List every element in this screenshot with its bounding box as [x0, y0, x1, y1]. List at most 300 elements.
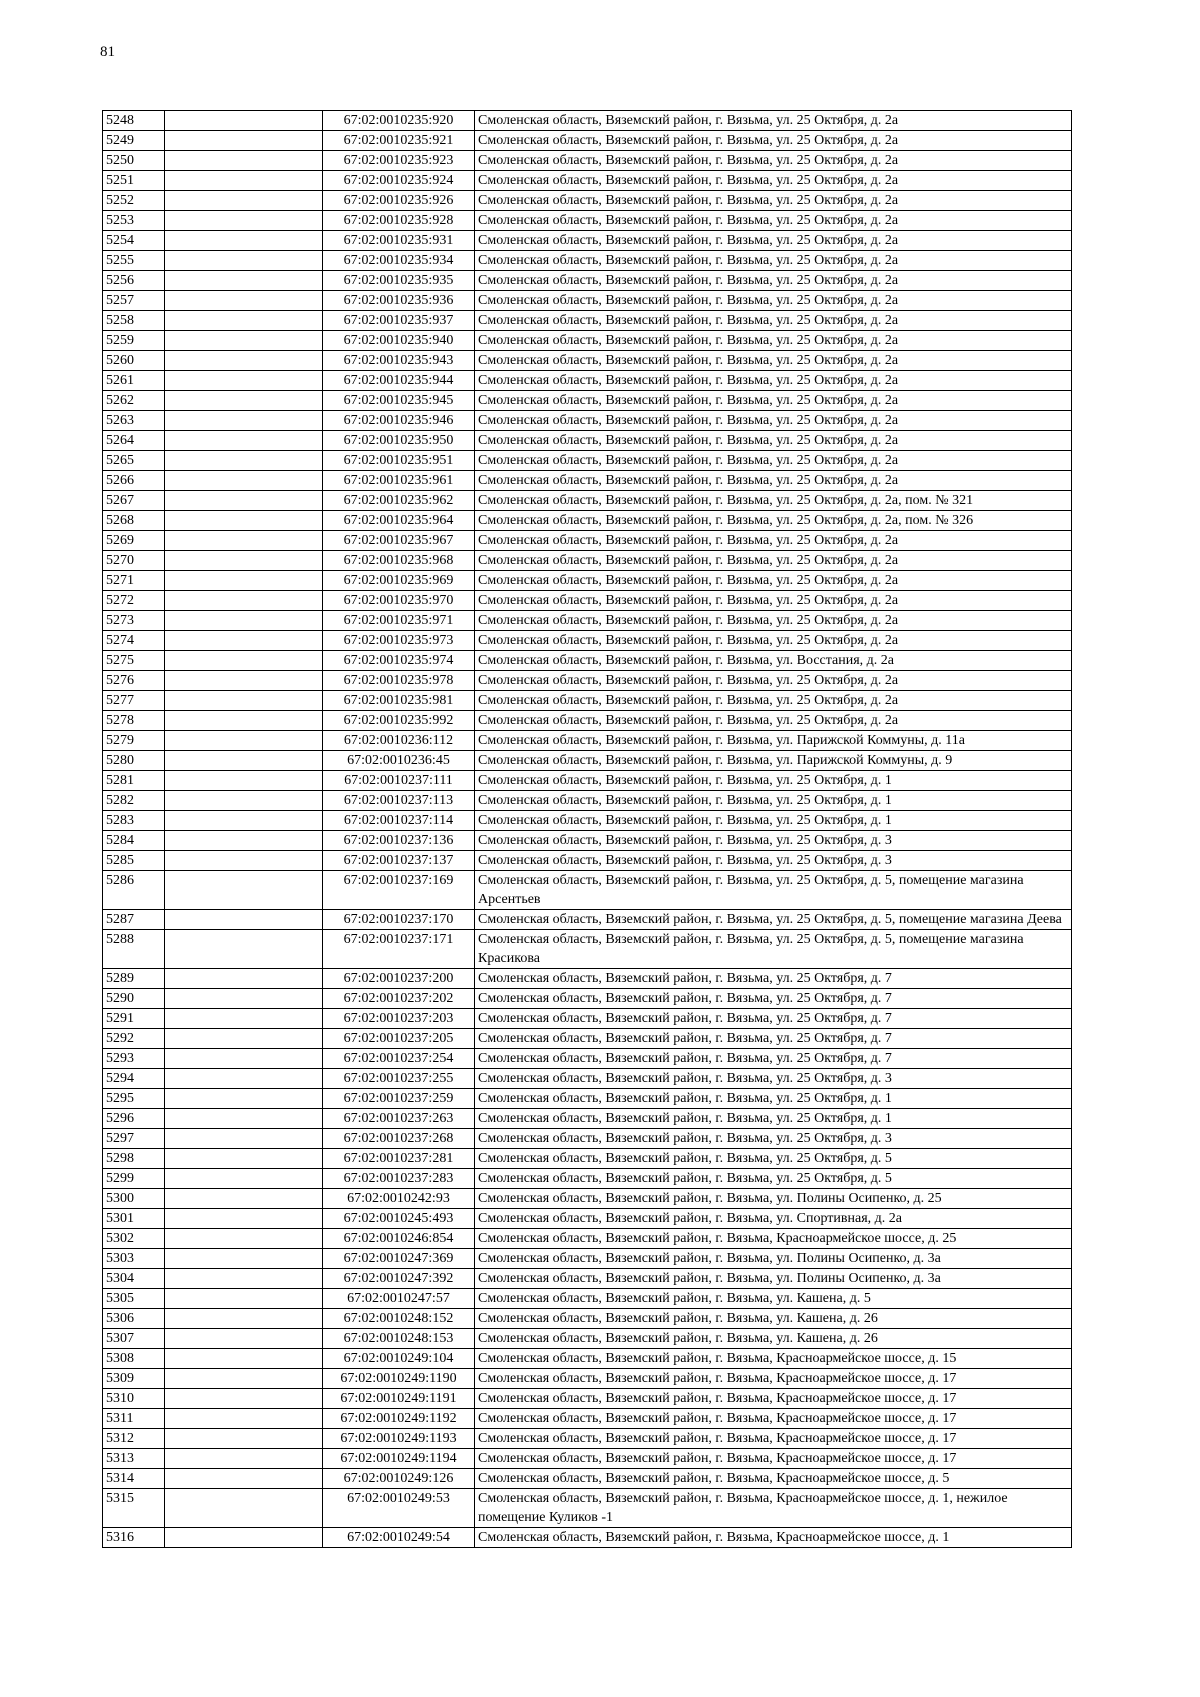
empty-cell — [165, 571, 323, 591]
address-cell: Смоленская область, Вяземский район, г. Вязьма, Красноармейское шоссе, д. 17 — [475, 1429, 1072, 1449]
empty-cell — [165, 231, 323, 251]
row-number-cell: 5253 — [103, 211, 165, 231]
address-cell: Смоленская область, Вяземский район, г. Вязьма, ул. 25 Октября, д. 3 — [475, 1129, 1072, 1149]
cadastral-number-cell: 67:02:0010235:935 — [323, 271, 475, 291]
empty-cell — [165, 1009, 323, 1029]
empty-cell — [165, 671, 323, 691]
cadastral-number-cell: 67:02:0010249:53 — [323, 1489, 475, 1528]
table-row — [103, 1429, 1072, 1449]
table-row — [103, 969, 1072, 989]
table-row — [103, 1528, 1072, 1548]
table-row — [103, 1249, 1072, 1269]
table-row — [103, 1309, 1072, 1329]
row-number-cell: 5295 — [103, 1089, 165, 1109]
empty-cell — [165, 1209, 323, 1229]
cadastral-number-cell: 67:02:0010235:920 — [323, 111, 475, 131]
cadastral-number-cell: 67:02:0010235:981 — [323, 691, 475, 711]
row-number-cell: 5288 — [103, 930, 165, 969]
address-cell: Смоленская область, Вяземский район, г. Вязьма, ул. 25 Октября, д. 2а — [475, 191, 1072, 211]
table-row — [103, 571, 1072, 591]
cadastral-number-cell: 67:02:0010247:369 — [323, 1249, 475, 1269]
table-row — [103, 691, 1072, 711]
cadastral-number-cell: 67:02:0010237:259 — [323, 1089, 475, 1109]
table-row — [103, 910, 1072, 930]
row-number-cell: 5284 — [103, 831, 165, 851]
empty-cell — [165, 1329, 323, 1349]
address-cell: Смоленская область, Вяземский район, г. Вязьма, ул. Полины Осипенко, д. 3а — [475, 1269, 1072, 1289]
empty-cell — [165, 1069, 323, 1089]
address-cell: Смоленская область, Вяземский район, г. Вязьма, ул. Парижской Коммуны, д. 11а — [475, 731, 1072, 751]
cadastral-number-cell: 67:02:0010237:114 — [323, 811, 475, 831]
row-number-cell: 5250 — [103, 151, 165, 171]
cadastral-number-cell: 67:02:0010235:926 — [323, 191, 475, 211]
cadastral-number-cell: 67:02:0010235:943 — [323, 351, 475, 371]
cadastral-number-cell: 67:02:0010235:944 — [323, 371, 475, 391]
cadastral-number-cell: 67:02:0010249:54 — [323, 1528, 475, 1548]
row-number-cell: 5283 — [103, 811, 165, 831]
table-row — [103, 131, 1072, 151]
row-number-cell: 5266 — [103, 471, 165, 491]
address-cell: Смоленская область, Вяземский район, г. Вязьма, Красноармейское шоссе, д. 17 — [475, 1369, 1072, 1389]
address-cell: Смоленская область, Вяземский район, г. Вязьма, ул. 25 Октября, д. 2а, пом. № 321 — [475, 491, 1072, 511]
cadastral-number-cell: 67:02:0010235:978 — [323, 671, 475, 691]
address-cell: Смоленская область, Вяземский район, г. Вязьма, ул. 25 Октября, д. 1 — [475, 811, 1072, 831]
cadastral-number-cell: 67:02:0010235:971 — [323, 611, 475, 631]
empty-cell — [165, 751, 323, 771]
cadastral-number-cell: 67:02:0010237:254 — [323, 1049, 475, 1069]
address-cell: Смоленская область, Вяземский район, г. Вязьма, ул. Кашена, д. 26 — [475, 1309, 1072, 1329]
cadastral-number-cell: 67:02:0010236:45 — [323, 751, 475, 771]
table-row — [103, 1209, 1072, 1229]
row-number-cell: 5252 — [103, 191, 165, 211]
address-cell: Смоленская область, Вяземский район, г. Вязьма, ул. 25 Октября, д. 2а — [475, 711, 1072, 731]
cadastral-number-cell: 67:02:0010249:104 — [323, 1349, 475, 1369]
empty-cell — [165, 989, 323, 1009]
table-row — [103, 1449, 1072, 1469]
empty-cell — [165, 1349, 323, 1369]
empty-cell — [165, 1409, 323, 1429]
empty-cell — [165, 591, 323, 611]
empty-cell — [165, 771, 323, 791]
cadastral-number-cell: 67:02:0010235:970 — [323, 591, 475, 611]
address-cell: Смоленская область, Вяземский район, г. Вязьма, ул. Парижской Коммуны, д. 9 — [475, 751, 1072, 771]
empty-cell — [165, 191, 323, 211]
row-number-cell: 5298 — [103, 1149, 165, 1169]
empty-cell — [165, 1089, 323, 1109]
address-cell: Смоленская область, Вяземский район, г. Вязьма, Красноармейское шоссе, д. 15 — [475, 1349, 1072, 1369]
cadastral-number-cell: 67:02:0010237:111 — [323, 771, 475, 791]
address-cell: Смоленская область, Вяземский район, г. Вязьма, Красноармейское шоссе, д. 25 — [475, 1229, 1072, 1249]
table-row — [103, 771, 1072, 791]
empty-cell — [165, 1309, 323, 1329]
cadastral-number-cell: 67:02:0010235:946 — [323, 411, 475, 431]
table-row — [103, 211, 1072, 231]
table-row — [103, 1469, 1072, 1489]
empty-cell — [165, 411, 323, 431]
address-cell: Смоленская область, Вяземский район, г. Вязьма, ул. 25 Октября, д. 7 — [475, 989, 1072, 1009]
empty-cell — [165, 111, 323, 131]
row-number-cell: 5313 — [103, 1449, 165, 1469]
address-cell: Смоленская область, Вяземский район, г. Вязьма, ул. 25 Октября, д. 2а — [475, 411, 1072, 431]
row-number-cell: 5315 — [103, 1489, 165, 1528]
row-number-cell: 5265 — [103, 451, 165, 471]
table-row — [103, 851, 1072, 871]
cadastral-number-cell: 67:02:0010237:263 — [323, 1109, 475, 1129]
address-cell: Смоленская область, Вяземский район, г. Вязьма, Красноармейское шоссе, д. 17 — [475, 1449, 1072, 1469]
row-number-cell: 5301 — [103, 1209, 165, 1229]
address-cell: Смоленская область, Вяземский район, г. Вязьма, ул. Кашена, д. 26 — [475, 1329, 1072, 1349]
row-number-cell: 5311 — [103, 1409, 165, 1429]
row-number-cell: 5308 — [103, 1349, 165, 1369]
address-cell: Смоленская область, Вяземский район, г. Вязьма, ул. Полины Осипенко, д. 3а — [475, 1249, 1072, 1269]
address-cell: Смоленская область, Вяземский район, г. Вязьма, ул. 25 Октября, д. 1 — [475, 791, 1072, 811]
cadastral-number-cell: 67:02:0010237:281 — [323, 1149, 475, 1169]
cadastral-number-cell: 67:02:0010237:205 — [323, 1029, 475, 1049]
row-number-cell: 5303 — [103, 1249, 165, 1269]
address-cell: Смоленская область, Вяземский район, г. Вязьма, ул. 25 Октября, д. 2а — [475, 431, 1072, 451]
empty-cell — [165, 371, 323, 391]
table-row — [103, 291, 1072, 311]
empty-cell — [165, 1369, 323, 1389]
table-row — [103, 1029, 1072, 1049]
cadastral-number-cell: 67:02:0010237:113 — [323, 791, 475, 811]
table-row — [103, 1269, 1072, 1289]
cadastral-number-cell: 67:02:0010249:1190 — [323, 1369, 475, 1389]
address-cell: Смоленская область, Вяземский район, г. Вязьма, Красноармейское шоссе, д. 17 — [475, 1409, 1072, 1429]
empty-cell — [165, 1169, 323, 1189]
empty-cell — [165, 811, 323, 831]
empty-cell — [165, 691, 323, 711]
row-number-cell: 5316 — [103, 1528, 165, 1548]
address-cell: Смоленская область, Вяземский район, г. Вязьма, ул. Кашена, д. 5 — [475, 1289, 1072, 1309]
row-number-cell: 5309 — [103, 1369, 165, 1389]
row-number-cell: 5302 — [103, 1229, 165, 1249]
row-number-cell: 5294 — [103, 1069, 165, 1089]
empty-cell — [165, 831, 323, 851]
empty-cell — [165, 611, 323, 631]
row-number-cell: 5282 — [103, 791, 165, 811]
address-cell: Смоленская область, Вяземский район, г. Вязьма, ул. 25 Октября, д. 2а — [475, 151, 1072, 171]
address-cell: Смоленская область, Вяземский район, г. Вязьма, ул. 25 Октября, д. 2а — [475, 671, 1072, 691]
empty-cell — [165, 731, 323, 751]
cadastral-number-cell: 67:02:0010237:169 — [323, 871, 475, 910]
row-number-cell: 5262 — [103, 391, 165, 411]
row-number-cell: 5297 — [103, 1129, 165, 1149]
empty-cell — [165, 631, 323, 651]
address-cell: Смоленская область, Вяземский район, г. Вязьма, ул. 25 Октября, д. 1 — [475, 1109, 1072, 1129]
address-cell: Смоленская область, Вяземский район, г. Вязьма, ул. Спортивная, д. 2а — [475, 1209, 1072, 1229]
table-row — [103, 331, 1072, 351]
row-number-cell: 5263 — [103, 411, 165, 431]
address-cell: Смоленская область, Вяземский район, г. Вязьма, Красноармейское шоссе, д. 5 — [475, 1469, 1072, 1489]
address-cell: Смоленская область, Вяземский район, г. Вязьма, ул. 25 Октября, д. 2а — [475, 251, 1072, 271]
row-number-cell: 5310 — [103, 1389, 165, 1409]
row-number-cell: 5275 — [103, 651, 165, 671]
address-cell: Смоленская область, Вяземский район, г. Вязьма, ул. 25 Октября, д. 2а — [475, 131, 1072, 151]
cadastral-number-cell: 67:02:0010235:940 — [323, 331, 475, 351]
empty-cell — [165, 551, 323, 571]
row-number-cell: 5312 — [103, 1429, 165, 1449]
empty-cell — [165, 1149, 323, 1169]
table-row — [103, 351, 1072, 371]
address-cell: Смоленская область, Вяземский район, г. Вязьма, ул. 25 Октября, д. 3 — [475, 851, 1072, 871]
table-row — [103, 531, 1072, 551]
empty-cell — [165, 1469, 323, 1489]
empty-cell — [165, 1269, 323, 1289]
table-row — [103, 1089, 1072, 1109]
cadastral-number-cell: 67:02:0010237:255 — [323, 1069, 475, 1089]
row-number-cell: 5264 — [103, 431, 165, 451]
empty-cell — [165, 211, 323, 231]
address-cell: Смоленская область, Вяземский район, г. Вязьма, ул. 25 Октября, д. 2а — [475, 391, 1072, 411]
row-number-cell: 5299 — [103, 1169, 165, 1189]
table-row — [103, 1389, 1072, 1409]
cadastral-number-cell: 67:02:0010237:203 — [323, 1009, 475, 1029]
table-row — [103, 1149, 1072, 1169]
empty-cell — [165, 171, 323, 191]
empty-cell — [165, 1389, 323, 1409]
row-number-cell: 5273 — [103, 611, 165, 631]
row-number-cell: 5289 — [103, 969, 165, 989]
table-row — [103, 151, 1072, 171]
table-row — [103, 551, 1072, 571]
table-row — [103, 231, 1072, 251]
cadastral-number-cell: 67:02:0010242:93 — [323, 1189, 475, 1209]
empty-cell — [165, 1189, 323, 1209]
table-row — [103, 1489, 1072, 1528]
address-cell: Смоленская область, Вяземский район, г. Вязьма, ул. 25 Октября, д. 5, помещение магазина Деева — [475, 910, 1072, 930]
address-cell: Смоленская область, Вяземский район, г. Вязьма, ул. 25 Октября, д. 2а — [475, 571, 1072, 591]
cadastral-number-cell: 67:02:0010235:964 — [323, 511, 475, 531]
table-row — [103, 1009, 1072, 1029]
cadastral-number-cell: 67:02:0010248:153 — [323, 1329, 475, 1349]
cadastral-number-cell: 67:02:0010249:1191 — [323, 1389, 475, 1409]
row-number-cell: 5254 — [103, 231, 165, 251]
cadastral-number-cell: 67:02:0010237:268 — [323, 1129, 475, 1149]
cadastral-number-cell: 67:02:0010249:1193 — [323, 1429, 475, 1449]
empty-cell — [165, 491, 323, 511]
table-row — [103, 591, 1072, 611]
empty-cell — [165, 1449, 323, 1469]
row-number-cell: 5287 — [103, 910, 165, 930]
address-cell: Смоленская область, Вяземский район, г. Вязьма, ул. 25 Октября, д. 1 — [475, 771, 1072, 791]
row-number-cell: 5251 — [103, 171, 165, 191]
address-cell: Смоленская область, Вяземский район, г. Вязьма, ул. 25 Октября, д. 5 — [475, 1169, 1072, 1189]
row-number-cell: 5255 — [103, 251, 165, 271]
row-number-cell: 5293 — [103, 1049, 165, 1069]
row-number-cell: 5267 — [103, 491, 165, 511]
cadastral-number-cell: 67:02:0010247:392 — [323, 1269, 475, 1289]
table-row — [103, 431, 1072, 451]
row-number-cell: 5305 — [103, 1289, 165, 1309]
table-row — [103, 1229, 1072, 1249]
row-number-cell: 5292 — [103, 1029, 165, 1049]
empty-cell — [165, 351, 323, 371]
table-row — [103, 651, 1072, 671]
row-number-cell: 5260 — [103, 351, 165, 371]
table-row — [103, 491, 1072, 511]
table-row — [103, 989, 1072, 1009]
address-cell: Смоленская область, Вяземский район, г. Вязьма, ул. 25 Октября, д. 2а — [475, 551, 1072, 571]
address-cell: Смоленская область, Вяземский район, г. Вязьма, ул. 25 Октября, д. 2а — [475, 371, 1072, 391]
row-number-cell: 5286 — [103, 871, 165, 910]
cadastral-number-cell: 67:02:0010235:974 — [323, 651, 475, 671]
row-number-cell: 5278 — [103, 711, 165, 731]
address-cell: Смоленская область, Вяземский район, г. Вязьма, ул. 25 Октября, д. 7 — [475, 969, 1072, 989]
row-number-cell: 5271 — [103, 571, 165, 591]
table-row — [103, 451, 1072, 471]
address-cell: Смоленская область, Вяземский район, г. Вязьма, ул. 25 Октября, д. 7 — [475, 1009, 1072, 1029]
address-cell: Смоленская область, Вяземский район, г. Вязьма, ул. 25 Октября, д. 2а — [475, 591, 1072, 611]
row-number-cell: 5306 — [103, 1309, 165, 1329]
table-row — [103, 271, 1072, 291]
empty-cell — [165, 1429, 323, 1449]
address-cell: Смоленская область, Вяземский район, г. Вязьма, ул. 25 Октября, д. 2а — [475, 291, 1072, 311]
address-cell: Смоленская область, Вяземский район, г. Вязьма, ул. 25 Октября, д. 2а — [475, 331, 1072, 351]
row-number-cell: 5281 — [103, 771, 165, 791]
address-cell: Смоленская область, Вяземский район, г. Вязьма, ул. 25 Октября, д. 5, помещение магазина Арсентьев — [475, 871, 1072, 910]
empty-cell — [165, 531, 323, 551]
cadastral-number-cell: 67:02:0010235:961 — [323, 471, 475, 491]
empty-cell — [165, 851, 323, 871]
row-number-cell: 5274 — [103, 631, 165, 651]
address-cell: Смоленская область, Вяземский район, г. Вязьма, ул. 25 Октября, д. 2а — [475, 631, 1072, 651]
row-number-cell: 5285 — [103, 851, 165, 871]
table-row — [103, 831, 1072, 851]
row-number-cell: 5277 — [103, 691, 165, 711]
table-row — [103, 111, 1072, 131]
address-cell: Смоленская область, Вяземский район, г. Вязьма, ул. 25 Октября, д. 3 — [475, 1069, 1072, 1089]
empty-cell — [165, 451, 323, 471]
address-cell: Смоленская область, Вяземский район, г. Вязьма, ул. 25 Октября, д. 2а — [475, 111, 1072, 131]
cadastral-number-cell: 67:02:0010235:967 — [323, 531, 475, 551]
empty-cell — [165, 1289, 323, 1309]
row-number-cell: 5276 — [103, 671, 165, 691]
table-row — [103, 1189, 1072, 1209]
empty-cell — [165, 251, 323, 271]
address-cell: Смоленская область, Вяземский район, г. Вязьма, ул. 25 Октября, д. 1 — [475, 1089, 1072, 1109]
cadastral-number-cell: 67:02:0010235:921 — [323, 131, 475, 151]
empty-cell — [165, 331, 323, 351]
empty-cell — [165, 1528, 323, 1548]
cadastral-number-cell: 67:02:0010235:937 — [323, 311, 475, 331]
empty-cell — [165, 1229, 323, 1249]
address-cell: Смоленская область, Вяземский район, г. Вязьма, ул. 25 Октября, д. 7 — [475, 1029, 1072, 1049]
table-row — [103, 930, 1072, 969]
cadastral-number-cell: 67:02:0010235:924 — [323, 171, 475, 191]
address-cell: Смоленская область, Вяземский район, г. Вязьма, ул. 25 Октября, д. 3 — [475, 831, 1072, 851]
cadastral-number-cell: 67:02:0010235:973 — [323, 631, 475, 651]
row-number-cell: 5258 — [103, 311, 165, 331]
table-row — [103, 631, 1072, 651]
cadastral-number-cell: 67:02:0010247:57 — [323, 1289, 475, 1309]
empty-cell — [165, 969, 323, 989]
address-cell: Смоленская область, Вяземский район, г. Вязьма, ул. 25 Октября, д. 2а — [475, 211, 1072, 231]
row-number-cell: 5249 — [103, 131, 165, 151]
empty-cell — [165, 151, 323, 171]
empty-cell — [165, 711, 323, 731]
row-number-cell: 5248 — [103, 111, 165, 131]
cadastral-number-cell: 67:02:0010236:112 — [323, 731, 475, 751]
cadastral-number-cell: 67:02:0010248:152 — [323, 1309, 475, 1329]
row-number-cell: 5261 — [103, 371, 165, 391]
address-cell: Смоленская область, Вяземский район, г. Вязьма, ул. Восстания, д. 2а — [475, 651, 1072, 671]
empty-cell — [165, 391, 323, 411]
empty-cell — [165, 291, 323, 311]
empty-cell — [165, 1249, 323, 1269]
table-row — [103, 371, 1072, 391]
address-cell: Смоленская область, Вяземский район, г. Вязьма, ул. 25 Октября, д. 2а — [475, 531, 1072, 551]
row-number-cell: 5300 — [103, 1189, 165, 1209]
empty-cell — [165, 930, 323, 969]
row-number-cell: 5259 — [103, 331, 165, 351]
cadastral-number-cell: 67:02:0010249:1194 — [323, 1449, 475, 1469]
empty-cell — [165, 1049, 323, 1069]
cadastral-number-cell: 67:02:0010235:936 — [323, 291, 475, 311]
address-cell: Смоленская область, Вяземский район, г. Вязьма, ул. 25 Октября, д. 5, помещение магазина Красикова — [475, 930, 1072, 969]
table-row — [103, 1169, 1072, 1189]
table-row — [103, 871, 1072, 910]
row-number-cell: 5291 — [103, 1009, 165, 1029]
cadastral-number-cell: 67:02:0010245:493 — [323, 1209, 475, 1229]
cadastral-number-cell: 67:02:0010249:1192 — [323, 1409, 475, 1429]
address-cell: Смоленская область, Вяземский район, г. Вязьма, ул. 25 Октября, д. 7 — [475, 1049, 1072, 1069]
row-number-cell: 5304 — [103, 1269, 165, 1289]
cadastral-number-cell: 67:02:0010235:945 — [323, 391, 475, 411]
page-number: 81 — [100, 44, 115, 60]
cadastral-number-cell: 67:02:0010237:202 — [323, 989, 475, 1009]
empty-cell — [165, 1489, 323, 1528]
cadastral-number-cell: 67:02:0010246:854 — [323, 1229, 475, 1249]
row-number-cell: 5296 — [103, 1109, 165, 1129]
address-cell: Смоленская область, Вяземский район, г. Вязьма, ул. 25 Октября, д. 2а — [475, 311, 1072, 331]
cadastral-number-cell: 67:02:0010235:962 — [323, 491, 475, 511]
cadastral-number-cell: 67:02:0010237:171 — [323, 930, 475, 969]
address-cell: Смоленская область, Вяземский район, г. Вязьма, ул. 25 Октября, д. 2а — [475, 471, 1072, 491]
cadastral-number-cell: 67:02:0010235:950 — [323, 431, 475, 451]
cadastral-number-cell: 67:02:0010235:931 — [323, 231, 475, 251]
address-cell: Смоленская область, Вяземский район, г. Вязьма, ул. 25 Октября, д. 2а — [475, 171, 1072, 191]
table-row — [103, 1369, 1072, 1389]
empty-cell — [165, 131, 323, 151]
address-cell: Смоленская область, Вяземский район, г. Вязьма, ул. 25 Октября, д. 2а — [475, 451, 1072, 471]
cadastral-number-cell: 67:02:0010235:923 — [323, 151, 475, 171]
empty-cell — [165, 271, 323, 291]
table-row — [103, 191, 1072, 211]
cadastral-number-cell: 67:02:0010249:126 — [323, 1469, 475, 1489]
cadastral-number-cell: 67:02:0010237:137 — [323, 851, 475, 871]
table-row — [103, 811, 1072, 831]
table-row — [103, 1329, 1072, 1349]
empty-cell — [165, 1129, 323, 1149]
empty-cell — [165, 910, 323, 930]
table-row — [103, 171, 1072, 191]
address-cell: Смоленская область, Вяземский район, г. Вязьма, ул. 25 Октября, д. 2а — [475, 691, 1072, 711]
cadastral-number-cell: 67:02:0010235:968 — [323, 551, 475, 571]
cadastral-number-cell: 67:02:0010237:136 — [323, 831, 475, 851]
address-cell: Смоленская область, Вяземский район, г. Вязьма, ул. Полины Осипенко, д. 25 — [475, 1189, 1072, 1209]
cadastral-number-cell: 67:02:0010235:934 — [323, 251, 475, 271]
table-row — [103, 251, 1072, 271]
address-cell: Смоленская область, Вяземский район, г. Вязьма, Красноармейское шоссе, д. 1, нежилое помещение Куликов -1 — [475, 1489, 1072, 1528]
empty-cell — [165, 311, 323, 331]
table-row — [103, 1349, 1072, 1369]
address-cell: Смоленская область, Вяземский район, г. Вязьма, ул. 25 Октября, д. 2а — [475, 351, 1072, 371]
row-number-cell: 5314 — [103, 1469, 165, 1489]
row-number-cell: 5307 — [103, 1329, 165, 1349]
empty-cell — [165, 871, 323, 910]
empty-cell — [165, 651, 323, 671]
